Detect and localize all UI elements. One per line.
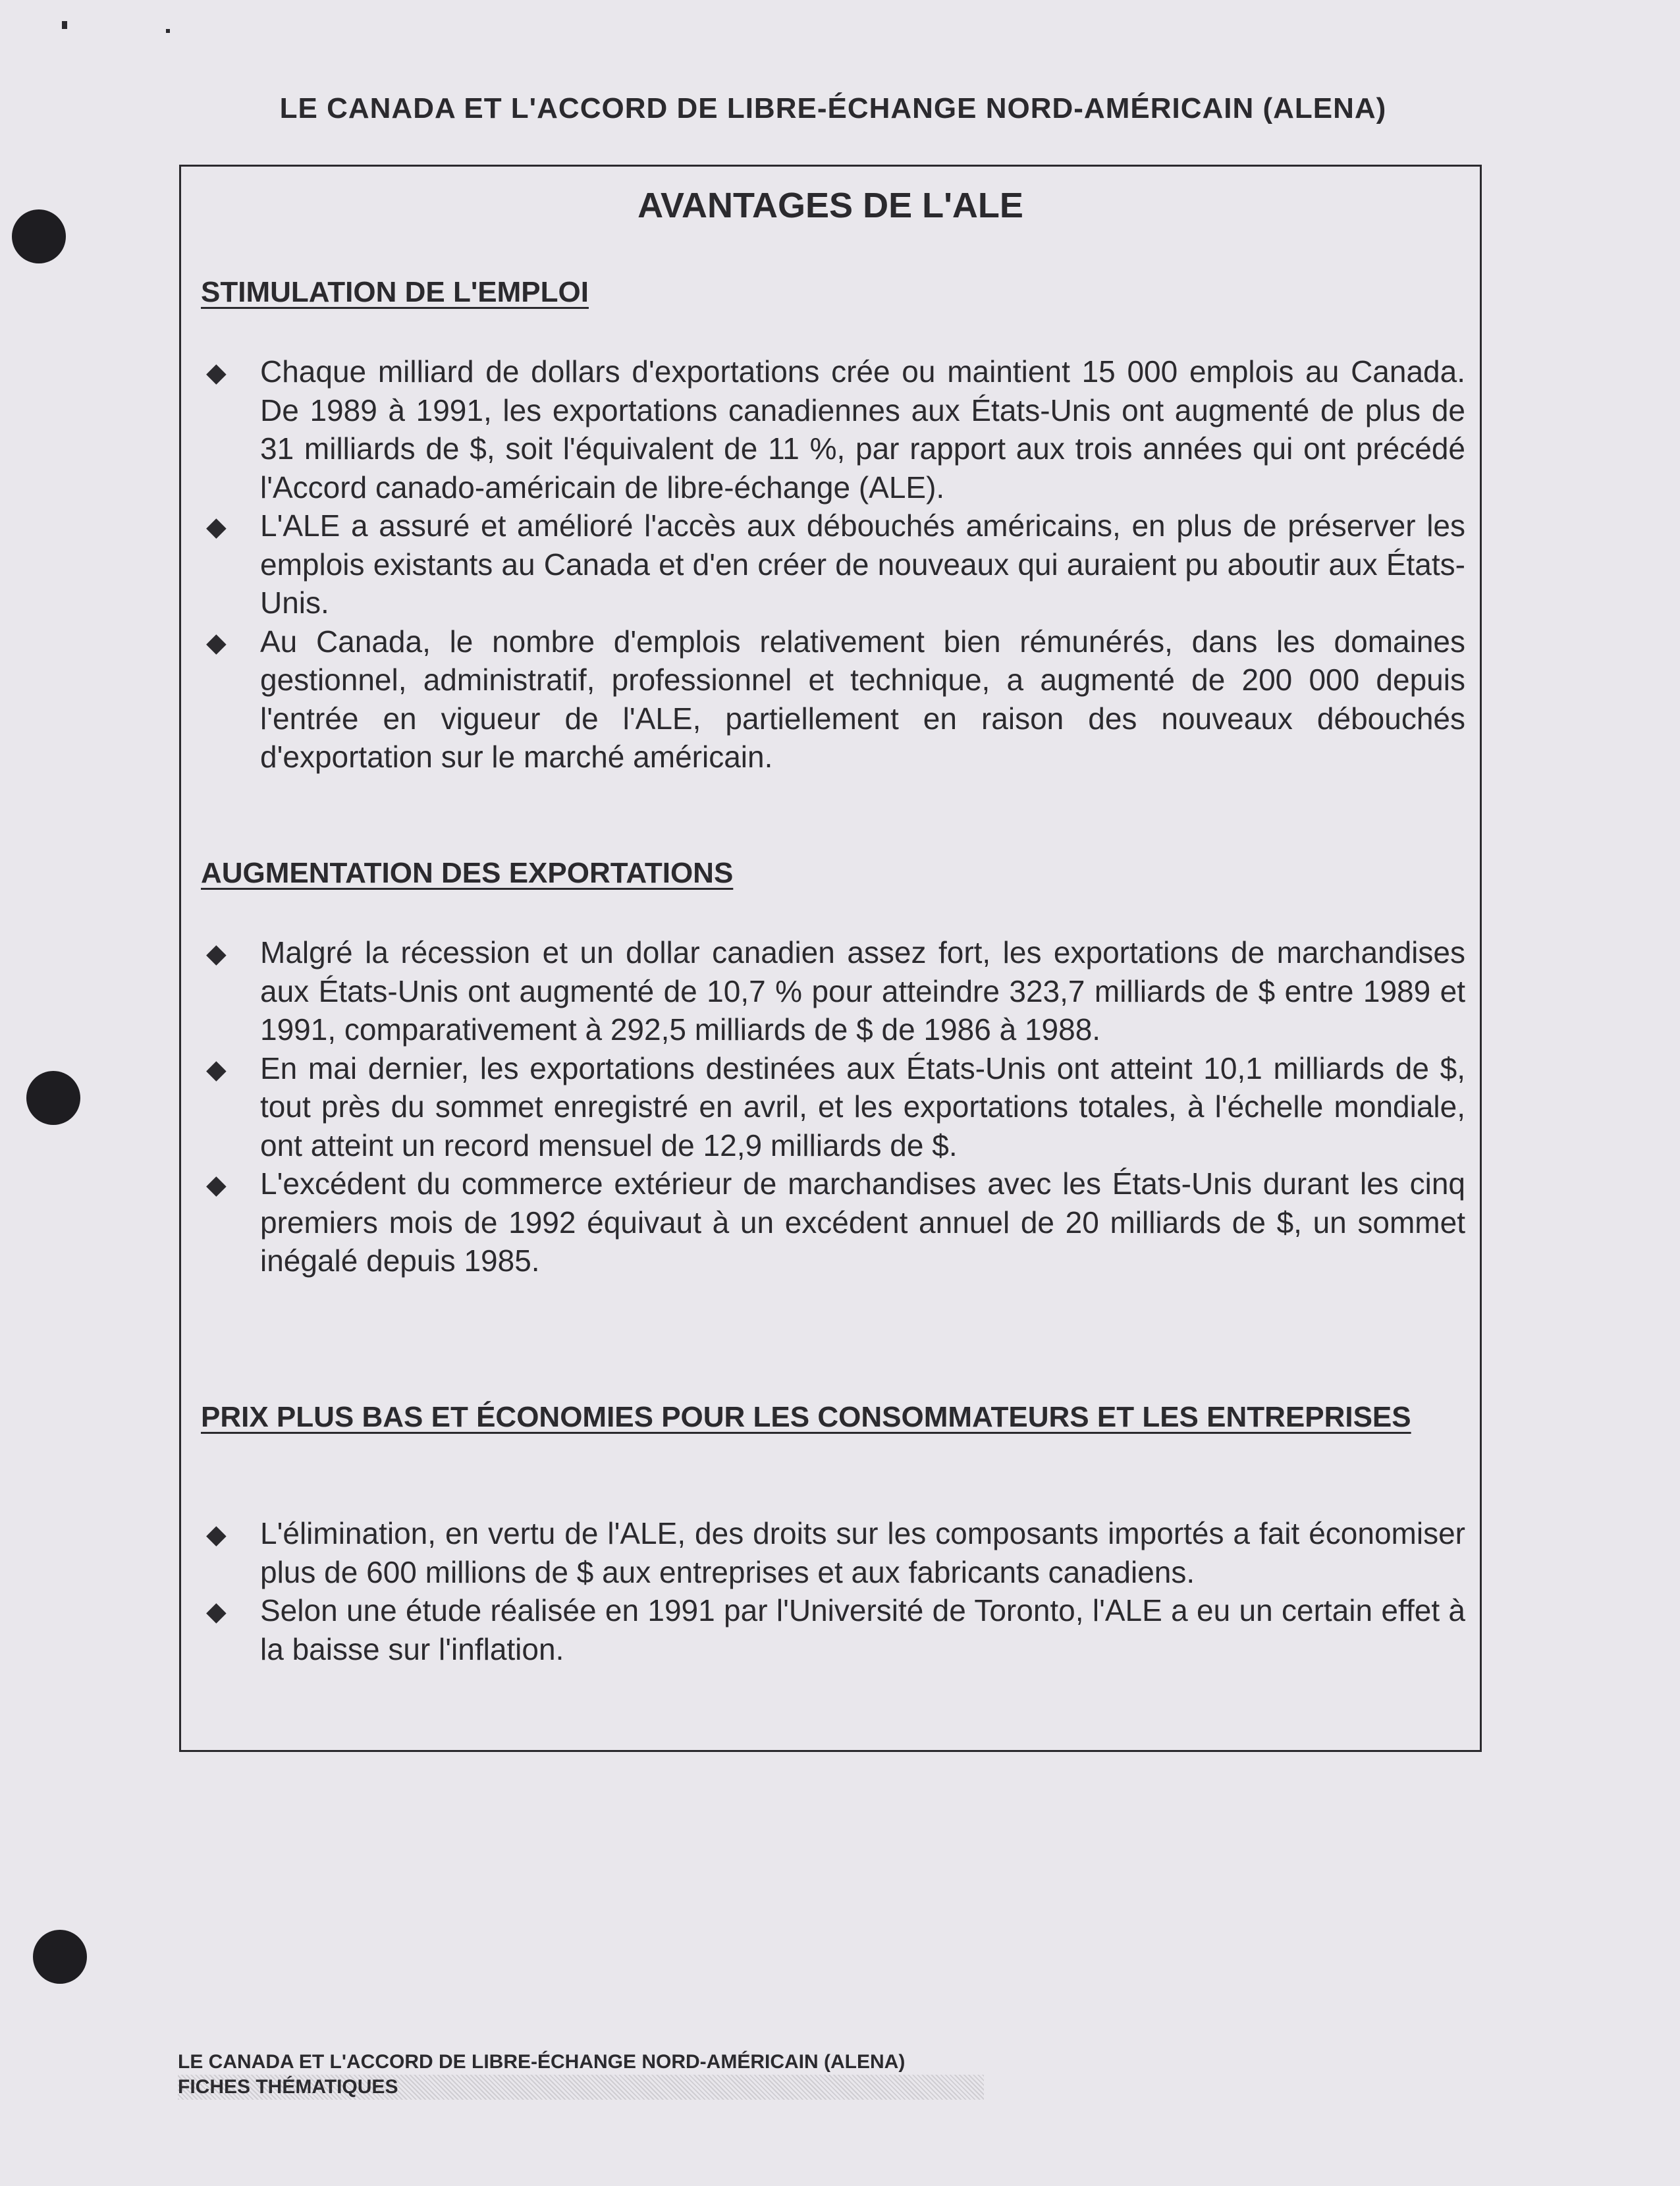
bullet-text: Au Canada, le nombre d'emplois relativement bien rémunérés, dans les domaines gestionnel, administratif, professionnel et technique, a augmenté de 200 000 depuis l'entrée en vigueur de l'ALE, partiellement en raison des nouveaux débouchés d'exportation sur le marché américain. xyxy=(260,624,1465,774)
bullet-text: Selon une étude réalisée en 1991 par l'Université de Toronto, l'ALE a eu un certain effet à la baisse sur l'inflation. xyxy=(260,1593,1465,1666)
page-header-title: LE CANADA ET L'ACCORD DE LIBRE-ÉCHANGE NORD-AMÉRICAIN (ALENA) xyxy=(279,92,1387,124)
bullet-list-exportations xyxy=(181,933,1480,1280)
bullet-text: L'élimination, en vertu de l'ALE, des droits sur les composants importés a fait économiser plus de 600 millions de $ aux entreprises et aux fabricants canadiens. xyxy=(260,1516,1465,1589)
punch-hole-middle xyxy=(26,1071,80,1125)
page-footer xyxy=(178,2050,984,2100)
diamond-bullet-icon: ◆ xyxy=(206,358,227,387)
scan-speck xyxy=(62,21,67,29)
diamond-bullet-icon: ◆ xyxy=(206,1597,227,1626)
bullet-list-emploi xyxy=(181,352,1480,777)
footer-subtitle: FICHES THÉMATIQUES xyxy=(178,2075,984,2100)
section-heading-emploi: STIMULATION DE L'EMPLOI xyxy=(201,276,589,308)
diamond-bullet-icon: ◆ xyxy=(206,1170,227,1199)
list-item xyxy=(181,622,1480,777)
section-heading-exportations: AUGMENTATION DES EXPORTATIONS xyxy=(201,857,734,889)
list-item xyxy=(181,933,1480,1049)
bullet-list-prix xyxy=(181,1514,1480,1668)
punch-hole-top xyxy=(12,209,66,263)
list-item xyxy=(181,1514,1480,1591)
list-item xyxy=(181,1591,1480,1668)
section-heading-prix: PRIX PLUS BAS ET ÉCONOMIES POUR LES CONSOMMATEURS ET LES ENTREPRISES xyxy=(201,1401,1411,1433)
punch-hole-bottom xyxy=(33,1930,87,1984)
scan-speck xyxy=(166,29,170,33)
bullet-text: Chaque milliard de dollars d'exportations crée ou maintient 15 000 emplois au Canada. De 1989 à 1991, les exportations canadiennes aux États-Unis ont augmenté de plus de 31 milliards de $, soit l'équivalent de 11 %, par rapport aux trois années qui ont précédé l'Accord canado-américain de libre-échange (ALE). xyxy=(260,354,1465,505)
diamond-bullet-icon: ◆ xyxy=(206,939,227,968)
box-title: AVANTAGES DE L'ALE xyxy=(637,186,1023,225)
diamond-bullet-icon: ◆ xyxy=(206,1054,227,1084)
list-item xyxy=(181,1164,1480,1280)
bullet-text: L'ALE a assuré et amélioré l'accès aux débouchés américains, en plus de préserver les emplois existants au Canada et d'en créer de nouveaux qui auraient pu aboutir aux États-Unis. xyxy=(260,508,1465,620)
diamond-bullet-icon: ◆ xyxy=(206,1520,227,1549)
bullet-text: Malgré la récession et un dollar canadien assez fort, les exportations de marchandises aux États-Unis ont augmenté de 10,7 % pour atteindre 323,7 milliards de $ entre 1989 et 1991, comparativement à 292,5 milliards de $ de 1986 à 1988. xyxy=(260,935,1465,1047)
bullet-text: L'excédent du commerce extérieur de marchandises avec les États-Unis durant les cinq premiers mois de 1992 équivaut à un excédent annuel de 20 milliards de $, un sommet inégalé depuis 1985. xyxy=(260,1166,1465,1278)
diamond-bullet-icon: ◆ xyxy=(206,628,227,657)
bullet-text: En mai dernier, les exportations destinées aux États-Unis ont atteint 10,1 milliards de $, tout près du sommet enregistré en avril, et les exportations totales, à l'échelle mondiale, ont atteint un record mensuel de 12,9 milliards de $. xyxy=(260,1051,1465,1162)
diamond-bullet-icon: ◆ xyxy=(206,512,227,541)
list-item xyxy=(181,506,1480,622)
list-item xyxy=(181,1049,1480,1165)
content-box xyxy=(179,165,1482,1752)
list-item xyxy=(181,352,1480,506)
footer-series-title: LE CANADA ET L'ACCORD DE LIBRE-ÉCHANGE NORD-AMÉRICAIN (ALENA) xyxy=(178,2051,906,2073)
